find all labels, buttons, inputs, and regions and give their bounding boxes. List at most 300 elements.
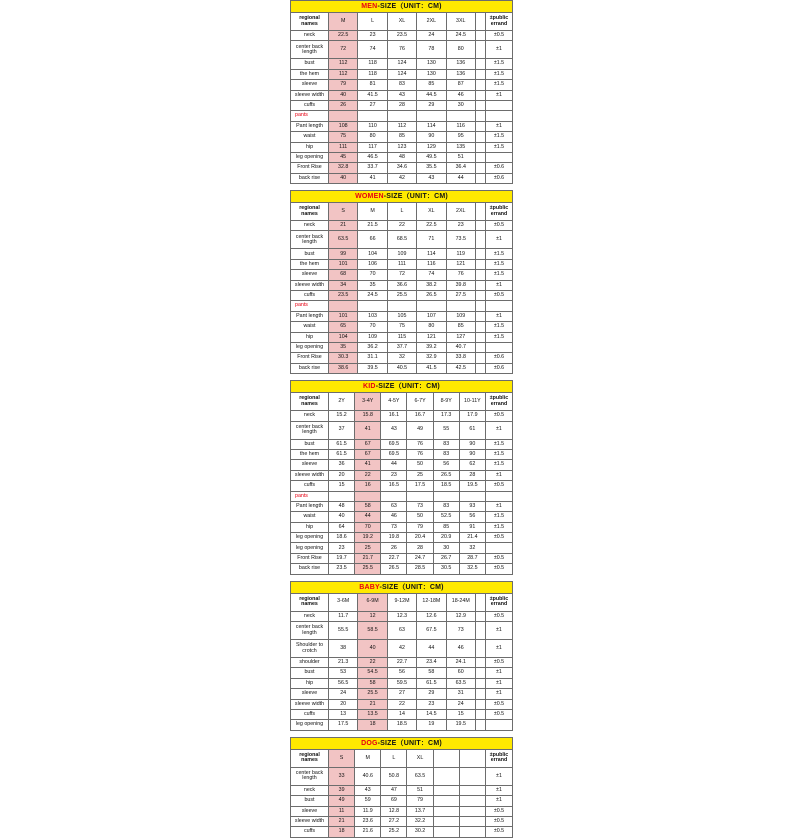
size-header: 2XL <box>417 13 446 31</box>
tolerance-cell: ±0.5 <box>485 816 512 826</box>
value-cell: 116 <box>417 259 446 269</box>
value-cell: 24 <box>446 699 475 709</box>
value-cell: 20 <box>329 699 358 709</box>
value-cell: 19.5 <box>459 481 485 491</box>
value-cell: 53 <box>329 668 358 678</box>
value-cell: 59.5 <box>387 678 416 688</box>
value-cell: 61.5 <box>329 449 355 459</box>
value-cell: 76 <box>446 270 475 280</box>
value-cell: 56 <box>433 460 459 470</box>
header-tolerance: ±public errand <box>485 393 512 411</box>
row-label: bust <box>291 249 329 259</box>
title-category: DOG <box>361 739 378 747</box>
blank-cell <box>475 132 485 142</box>
section-label: pants <box>291 111 329 121</box>
value-cell <box>433 796 459 806</box>
blank-cell <box>475 259 485 269</box>
value-cell: 121 <box>446 259 475 269</box>
value-cell: 18 <box>329 827 355 837</box>
row-label: neck <box>291 31 329 41</box>
value-cell: 23 <box>358 31 387 41</box>
value-cell: 80 <box>358 132 387 142</box>
value-cell: 70 <box>358 270 387 280</box>
value-cell: 23 <box>329 543 355 553</box>
table-row <box>291 553 513 563</box>
size-header: 3-4Y <box>355 393 381 411</box>
value-cell: 67 <box>355 449 381 459</box>
table-row <box>291 311 513 321</box>
value-cell: 42 <box>387 173 416 183</box>
value-cell: 28 <box>407 543 433 553</box>
table-row <box>291 41 513 59</box>
tolerance-cell: ±0.5 <box>485 481 512 491</box>
value-cell: 114 <box>417 249 446 259</box>
row-label: the hem <box>291 449 329 459</box>
value-cell: 51 <box>407 785 433 795</box>
value-cell: 32.8 <box>329 163 358 173</box>
value-cell: 76 <box>407 439 433 449</box>
row-label: neck <box>291 785 329 795</box>
value-cell: 16 <box>355 481 381 491</box>
size-table-women <box>290 190 513 374</box>
tolerance-cell: ±0.5 <box>485 411 512 421</box>
value-cell: 18 <box>358 720 387 730</box>
value-cell: 112 <box>329 69 358 79</box>
value-cell: 49.5 <box>417 152 446 162</box>
value-cell: 63 <box>381 501 407 511</box>
row-label: sleeve width <box>291 816 329 826</box>
value-cell: 24.5 <box>358 291 387 301</box>
size-header: XL <box>417 203 446 221</box>
value-cell: 36.6 <box>387 280 416 290</box>
row-label: waist <box>291 322 329 332</box>
tolerance-cell: ±0.5 <box>485 553 512 563</box>
tolerance-cell: ±0.5 <box>485 221 512 231</box>
row-label: neck <box>291 411 329 421</box>
value-cell: 83 <box>433 501 459 511</box>
row-label: leg opening <box>291 720 329 730</box>
table-row <box>291 512 513 522</box>
row-label: bust <box>291 668 329 678</box>
table-row <box>291 449 513 459</box>
blank-cell <box>329 491 355 501</box>
value-cell: 50.8 <box>381 767 407 785</box>
value-cell: 19.5 <box>446 720 475 730</box>
row-label: center back length <box>291 767 329 785</box>
value-cell: 22.5 <box>417 221 446 231</box>
value-cell: 44 <box>355 512 381 522</box>
value-cell: 129 <box>417 142 446 152</box>
size-header <box>433 749 459 767</box>
blank-cell <box>475 69 485 79</box>
tolerance-cell: ±0.5 <box>485 31 512 41</box>
value-cell: 25.2 <box>381 827 407 837</box>
table-row <box>291 270 513 280</box>
value-cell: 45 <box>329 152 358 162</box>
value-cell: 61.5 <box>417 678 446 688</box>
value-cell: 78 <box>417 41 446 59</box>
value-cell: 23 <box>381 470 407 480</box>
value-cell: 26 <box>381 543 407 553</box>
value-cell: 116 <box>446 121 475 131</box>
value-cell: 115 <box>387 332 416 342</box>
value-cell: 74 <box>358 41 387 59</box>
blank-cell <box>475 658 485 668</box>
value-cell: 26.5 <box>381 564 407 574</box>
table-row <box>291 80 513 90</box>
blank-cell <box>475 173 485 183</box>
value-cell <box>459 816 485 826</box>
value-cell: 80 <box>446 41 475 59</box>
value-cell: 40 <box>329 90 358 100</box>
value-cell: 90 <box>459 449 485 459</box>
value-cell: 35.5 <box>417 163 446 173</box>
value-cell: 27.5 <box>446 291 475 301</box>
row-label: waist <box>291 132 329 142</box>
value-cell: 85 <box>387 132 416 142</box>
table-title <box>291 381 513 393</box>
value-cell: 103 <box>358 311 387 321</box>
value-cell: 23.5 <box>329 564 355 574</box>
size-header: S <box>329 203 358 221</box>
value-cell: 109 <box>358 332 387 342</box>
tolerance-cell: ±1 <box>485 280 512 290</box>
value-cell: 17.5 <box>329 720 358 730</box>
row-label: bust <box>291 59 329 69</box>
size-header: S <box>329 749 355 767</box>
value-cell: 11 <box>329 806 355 816</box>
value-cell: 15 <box>446 709 475 719</box>
table-row <box>291 709 513 719</box>
value-cell: 63.5 <box>446 678 475 688</box>
size-header: L <box>387 203 416 221</box>
row-label: Pant length <box>291 501 329 511</box>
size-table-baby <box>290 581 513 731</box>
value-cell: 20 <box>329 470 355 480</box>
blank-cell <box>485 301 512 311</box>
value-cell <box>459 767 485 785</box>
value-cell: 85 <box>417 80 446 90</box>
tolerance-cell: ±1.5 <box>485 270 512 280</box>
value-cell: 135 <box>446 142 475 152</box>
blank-cell <box>475 231 485 249</box>
tolerance-cell: ±1.5 <box>485 80 512 90</box>
size-table-men <box>290 0 513 184</box>
tolerance-cell: ±1 <box>485 678 512 688</box>
blank-cell <box>358 111 387 121</box>
table-title <box>291 1 513 13</box>
value-cell: 127 <box>446 332 475 342</box>
blank-cell <box>475 709 485 719</box>
row-label: hip <box>291 678 329 688</box>
value-cell: 36.4 <box>446 163 475 173</box>
tolerance-cell: ±1.5 <box>485 142 512 152</box>
value-cell: 104 <box>329 332 358 342</box>
value-cell: 111 <box>329 142 358 152</box>
header-tolerance: ±public errand <box>485 749 512 767</box>
blank-cell <box>475 291 485 301</box>
table-title <box>291 191 513 203</box>
value-cell: 41 <box>358 173 387 183</box>
value-cell: 56 <box>387 668 416 678</box>
value-cell: 19.8 <box>381 533 407 543</box>
value-cell: 38.2 <box>417 280 446 290</box>
tolerance-cell: ±1 <box>485 767 512 785</box>
value-cell: 21 <box>329 816 355 826</box>
value-cell: 58 <box>358 678 387 688</box>
row-label: the hem <box>291 259 329 269</box>
table-row <box>291 152 513 162</box>
value-cell: 40.5 <box>387 363 416 373</box>
row-label: the hem <box>291 69 329 79</box>
blank-cell <box>475 301 485 311</box>
value-cell: 30.2 <box>407 827 433 837</box>
value-cell: 39.8 <box>446 280 475 290</box>
value-cell: 65 <box>329 322 358 332</box>
value-cell: 43 <box>417 173 446 183</box>
tolerance-cell: ±1 <box>485 121 512 131</box>
size-header: 6-7Y <box>407 393 433 411</box>
value-cell: 30.3 <box>329 353 358 363</box>
value-cell: 40 <box>329 512 355 522</box>
value-cell: 70 <box>358 322 387 332</box>
value-cell: 123 <box>387 142 416 152</box>
table-row <box>291 221 513 231</box>
table-row <box>291 533 513 543</box>
value-cell: 16.7 <box>407 411 433 421</box>
value-cell: 48 <box>329 501 355 511</box>
table-row <box>291 332 513 342</box>
value-cell: 28.7 <box>459 553 485 563</box>
value-cell: 58 <box>417 668 446 678</box>
tolerance-cell: ±1.5 <box>485 512 512 522</box>
value-cell: 27 <box>387 689 416 699</box>
tolerance-cell: ±0.5 <box>485 806 512 816</box>
tolerance-cell: ±1.5 <box>485 259 512 269</box>
blank-cell <box>329 301 358 311</box>
title-category: KID <box>363 383 376 391</box>
value-cell: 41 <box>355 460 381 470</box>
table-row <box>291 249 513 259</box>
value-cell: 24.7 <box>407 553 433 563</box>
table-row <box>291 470 513 480</box>
value-cell: 37 <box>329 421 355 439</box>
value-cell <box>433 827 459 837</box>
table-row <box>291 291 513 301</box>
size-header: 18-24M <box>446 593 475 611</box>
value-cell: 40.7 <box>446 342 475 352</box>
value-cell: 26.5 <box>417 291 446 301</box>
value-cell: 69.5 <box>381 439 407 449</box>
value-cell: 22 <box>355 470 381 480</box>
blank-cell <box>475 280 485 290</box>
table-row <box>291 816 513 826</box>
blank-cell <box>387 111 416 121</box>
value-cell: 28 <box>459 470 485 480</box>
value-cell: 28.5 <box>407 564 433 574</box>
blank-cell <box>475 203 485 221</box>
table-row <box>291 699 513 709</box>
value-cell: 110 <box>358 121 387 131</box>
value-cell: 22 <box>387 221 416 231</box>
title-unit: -SIZE（UNIT：CM) <box>377 739 442 747</box>
table-row <box>291 59 513 69</box>
blank-cell <box>475 163 485 173</box>
value-cell: 33.8 <box>446 353 475 363</box>
value-cell: 44 <box>381 460 407 470</box>
row-label: sleeve width <box>291 90 329 100</box>
value-cell: 20.4 <box>407 533 433 543</box>
row-label: leg opening <box>291 533 329 543</box>
value-cell: 68.5 <box>387 231 416 249</box>
table-row <box>291 668 513 678</box>
value-cell: 80 <box>417 322 446 332</box>
tolerance-cell: ±1 <box>485 785 512 795</box>
tolerance-cell <box>485 543 512 553</box>
size-header <box>459 749 485 767</box>
blank-cell <box>475 111 485 121</box>
size-header: 6-9M <box>358 593 387 611</box>
tolerance-cell: ±1.5 <box>485 59 512 69</box>
tolerance-cell: ±1 <box>485 470 512 480</box>
value-cell: 21.7 <box>355 553 381 563</box>
value-cell: 16.5 <box>381 481 407 491</box>
value-cell: 18.6 <box>329 533 355 543</box>
tolerance-cell: ±1.5 <box>485 439 512 449</box>
row-label: hip <box>291 522 329 532</box>
table-row <box>291 806 513 816</box>
value-cell: 101 <box>329 259 358 269</box>
tolerance-cell <box>485 342 512 352</box>
value-cell: 17.3 <box>433 411 459 421</box>
tolerance-cell: ±1 <box>485 668 512 678</box>
value-cell: 85 <box>433 522 459 532</box>
header-regional-names: regional names <box>291 749 329 767</box>
value-cell: 42.5 <box>446 363 475 373</box>
table-row <box>291 173 513 183</box>
value-cell: 12.6 <box>417 611 446 621</box>
value-cell: 72 <box>329 41 358 59</box>
value-cell: 107 <box>417 311 446 321</box>
value-cell: 47 <box>381 785 407 795</box>
value-cell: 136 <box>446 69 475 79</box>
header-tolerance: ±public errand <box>485 203 512 221</box>
value-cell: 69.5 <box>381 449 407 459</box>
blank-cell <box>475 311 485 321</box>
tolerance-cell: ±0.5 <box>485 827 512 837</box>
value-cell: 33 <box>329 767 355 785</box>
blank-cell <box>475 363 485 373</box>
value-cell: 49 <box>329 796 355 806</box>
value-cell: 46 <box>446 90 475 100</box>
header-regional-names: regional names <box>291 203 329 221</box>
value-cell: 61.5 <box>329 439 355 449</box>
table-row <box>291 796 513 806</box>
tolerance-cell: ±0.5 <box>485 709 512 719</box>
row-label: sleeve width <box>291 699 329 709</box>
value-cell: 56 <box>459 512 485 522</box>
size-table-kid <box>290 380 513 574</box>
value-cell: 76 <box>387 41 416 59</box>
blank-cell <box>475 353 485 363</box>
value-cell: 25.5 <box>387 291 416 301</box>
size-header: 2Y <box>329 393 355 411</box>
value-cell <box>459 827 485 837</box>
value-cell: 79 <box>407 796 433 806</box>
value-cell: 31.1 <box>358 353 387 363</box>
value-cell: 29 <box>417 100 446 110</box>
table-row <box>291 481 513 491</box>
tolerance-cell: ±0.5 <box>485 658 512 668</box>
value-cell: 32.5 <box>459 564 485 574</box>
tolerance-cell: ±1 <box>485 689 512 699</box>
table-row <box>291 231 513 249</box>
table-row <box>291 785 513 795</box>
row-label: back rise <box>291 363 329 373</box>
value-cell: 21.4 <box>459 533 485 543</box>
value-cell: 130 <box>417 59 446 69</box>
value-cell: 87 <box>446 80 475 90</box>
value-cell: 18.5 <box>433 481 459 491</box>
table-row <box>291 90 513 100</box>
blank-cell <box>475 270 485 280</box>
value-cell: 93 <box>459 501 485 511</box>
value-cell: 24 <box>417 31 446 41</box>
blank-cell <box>475 152 485 162</box>
value-cell: 32 <box>459 543 485 553</box>
section-label: pants <box>291 301 329 311</box>
value-cell: 73 <box>446 622 475 640</box>
row-label: cuffs <box>291 481 329 491</box>
table-row <box>291 353 513 363</box>
value-cell: 40 <box>358 640 387 658</box>
table-row <box>291 259 513 269</box>
value-cell: 25 <box>407 470 433 480</box>
value-cell: 118 <box>358 69 387 79</box>
tolerance-cell: ±1.5 <box>485 249 512 259</box>
value-cell: 104 <box>358 249 387 259</box>
value-cell: 117 <box>358 142 387 152</box>
value-cell: 59 <box>355 796 381 806</box>
blank-cell <box>407 491 433 501</box>
blank-cell <box>355 491 381 501</box>
value-cell: 12.8 <box>381 806 407 816</box>
table-row <box>291 342 513 352</box>
value-cell: 41.5 <box>358 90 387 100</box>
value-cell: 99 <box>329 249 358 259</box>
value-cell: 13.7 <box>407 806 433 816</box>
value-cell: 24.1 <box>446 658 475 668</box>
value-cell: 19.2 <box>355 533 381 543</box>
value-cell: 64 <box>329 522 355 532</box>
value-cell: 19 <box>417 720 446 730</box>
header-regional-names: regional names <box>291 13 329 31</box>
row-label: back rise <box>291 173 329 183</box>
row-label: hip <box>291 142 329 152</box>
value-cell: 74 <box>417 270 446 280</box>
value-cell: 21.5 <box>358 221 387 231</box>
value-cell: 54.5 <box>358 668 387 678</box>
value-cell: 79 <box>329 80 358 90</box>
value-cell: 56.5 <box>329 678 358 688</box>
value-cell: 32 <box>387 353 416 363</box>
value-cell: 17.9 <box>459 411 485 421</box>
tolerance-cell: ±0.6 <box>485 353 512 363</box>
value-cell: 108 <box>329 121 358 131</box>
value-cell: 41 <box>355 421 381 439</box>
value-cell: 34 <box>329 280 358 290</box>
table-row <box>291 439 513 449</box>
